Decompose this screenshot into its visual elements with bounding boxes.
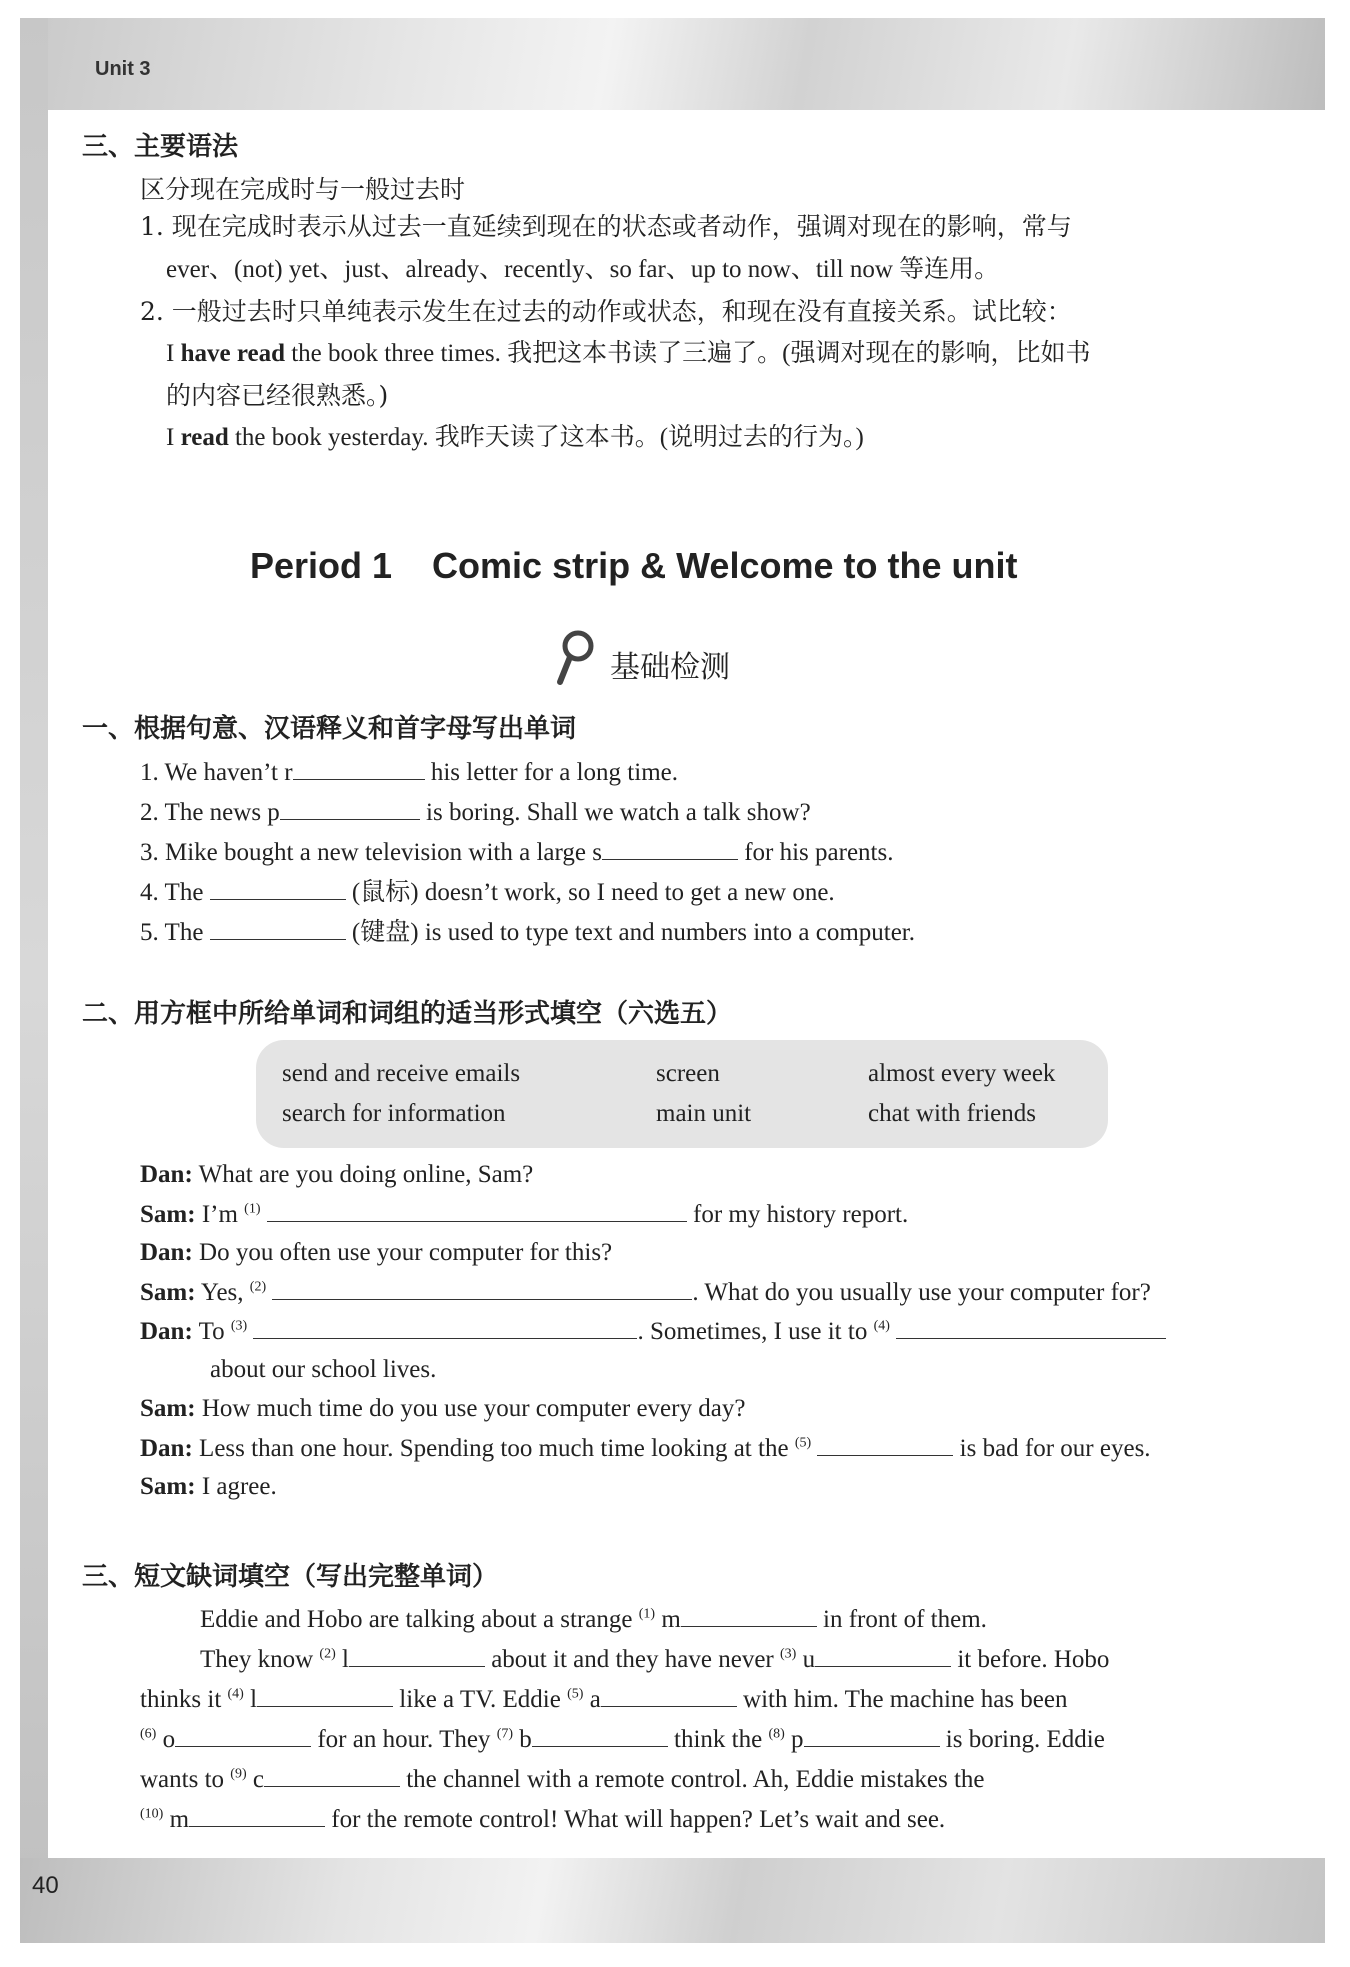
part3-title: 三、短文缺词填空（写出完整单词） (82, 1562, 499, 1592)
word-option: main unit (656, 1100, 752, 1127)
question-2: 2. The news p is boring. Shall we watch a talk show? (140, 799, 811, 826)
passage-line: Eddie and Hobo are talking about a strange $^{(1)}$ m in front of them. (200, 1606, 987, 1633)
answer-blank[interactable] (210, 917, 346, 940)
word-option: send and receive emails (282, 1060, 521, 1087)
answer-blank[interactable] (896, 1316, 1166, 1339)
question-5: 5. The (键盘) is used to type text and numbers into a computer. (140, 919, 916, 946)
grammar-example-1: I have read the book three times. 我把这本书读了三遍了。(强调对现在的影响，比如书 (166, 340, 1091, 367)
dialogue-line: Sam: I’m $^{(1)}$ for my history report. (140, 1201, 909, 1228)
grammar-point-2: 2. 一般过去时只单纯表示发生在过去的动作或状态，和现在没有直接关系。试比较： (140, 297, 1072, 326)
word-option: search for information (282, 1100, 506, 1127)
grammar-point-1-cont: ever、(not) yet、just、already、recently、so far、up to now、till now 等连用。 (166, 256, 1000, 283)
grammar-example-1-cont: 的内容已经很熟悉。) (166, 381, 389, 410)
footer-band (20, 1858, 1325, 1943)
passage-line: wants to $^{(9)}$ c the channel with a remote control. Ah, Eddie mistakes the (140, 1766, 985, 1793)
answer-blank[interactable] (804, 1724, 940, 1747)
word-option: chat with friends (868, 1100, 1037, 1127)
answer-blank[interactable] (257, 1684, 393, 1707)
section-label: 基础检测 (610, 650, 730, 685)
passage-line: $^{(6)}$ o for an hour. They $^{(7)}$ b think the $^{(8)}$ p is boring. Eddie (140, 1726, 1105, 1753)
answer-blank[interactable] (210, 877, 346, 900)
passage-line: They know $^{(2)}$ l about it and they have never $^{(3)}$ u it before. Hobo (200, 1646, 1110, 1673)
part1-title: 一、根据句意、汉语释义和首字母写出单词 (82, 714, 577, 744)
part2-title: 二、用方框中所给单词和词组的适当形式填空（六选五） (82, 999, 733, 1029)
dialogue-line: Sam: I agree. (140, 1473, 277, 1500)
dialogue-line: Sam: How much time do you use your computer every day? (140, 1395, 746, 1422)
answer-blank[interactable] (817, 1433, 953, 1456)
answer-blank[interactable] (293, 757, 425, 780)
page-body (48, 110, 1325, 1858)
left-band (20, 18, 48, 1943)
passage-line: thinks it $^{(4)}$ l like a TV. Eddie $^{(5)}$ a with him. The machine has been (140, 1686, 1068, 1713)
answer-blank[interactable] (267, 1199, 687, 1222)
dialogue-line-cont: about our school lives. (210, 1356, 437, 1383)
grammar-point-1: 1. 现在完成时表示从过去一直延续到现在的状态或者动作，强调对现在的影响，常与 (140, 212, 1072, 241)
passage-line: $^{(10)}$ m for the remote control! What will happen? Let’s wait and see. (140, 1806, 946, 1833)
question-4: 4. The (鼠标) doesn’t work, so I need to get a new one. (140, 879, 835, 906)
dialogue-line: Dan: What are you doing online, Sam? (140, 1161, 534, 1188)
dialogue-line: Dan: Less than one hour. Spending too much time looking at the $^{(5)}$ is bad for our eyes. (140, 1435, 1151, 1462)
answer-blank[interactable] (681, 1604, 817, 1627)
answer-blank[interactable] (175, 1724, 311, 1747)
dialogue-line: Dan: Do you often use your computer for this? (140, 1239, 613, 1266)
dialogue-line: Dan: To $^{(3)}$ . Sometimes, I use it to $^{(4)}$ (140, 1316, 1166, 1347)
answer-blank[interactable] (253, 1316, 637, 1339)
magnifier-icon (552, 628, 596, 686)
question-1: 1. We haven’t r his letter for a long time. (140, 759, 678, 786)
word-option: screen (656, 1060, 720, 1087)
answer-blank[interactable] (602, 837, 738, 860)
grammar-title: 三、主要语法 (82, 132, 239, 162)
header-band (20, 18, 1325, 110)
answer-blank[interactable] (264, 1764, 400, 1787)
period-title: Period 1 Comic strip & Welcome to the unit (250, 545, 1018, 586)
answer-blank[interactable] (280, 797, 420, 820)
word-box (256, 1040, 1108, 1148)
answer-blank[interactable] (601, 1684, 737, 1707)
answer-blank[interactable] (272, 1277, 692, 1300)
grammar-example-2: I read the book yesterday. 我昨天读了这本书。(说明过去的行为。) (166, 424, 864, 451)
dialogue-line: Sam: Yes, $^{(2)}$ . What do you usually use your computer for? (140, 1279, 1151, 1306)
answer-blank[interactable] (349, 1644, 485, 1667)
answer-blank[interactable] (532, 1724, 668, 1747)
question-3: 3. Mike bought a new television with a large s for his parents. (140, 839, 894, 866)
word-option: almost every week (868, 1060, 1056, 1087)
page-number: 40 (32, 1872, 59, 1899)
grammar-subtitle: 区分现在完成时与一般过去时 (140, 175, 466, 204)
answer-blank[interactable] (815, 1644, 951, 1667)
answer-blank[interactable] (189, 1804, 325, 1827)
unit-label: Unit 3 (95, 58, 151, 80)
